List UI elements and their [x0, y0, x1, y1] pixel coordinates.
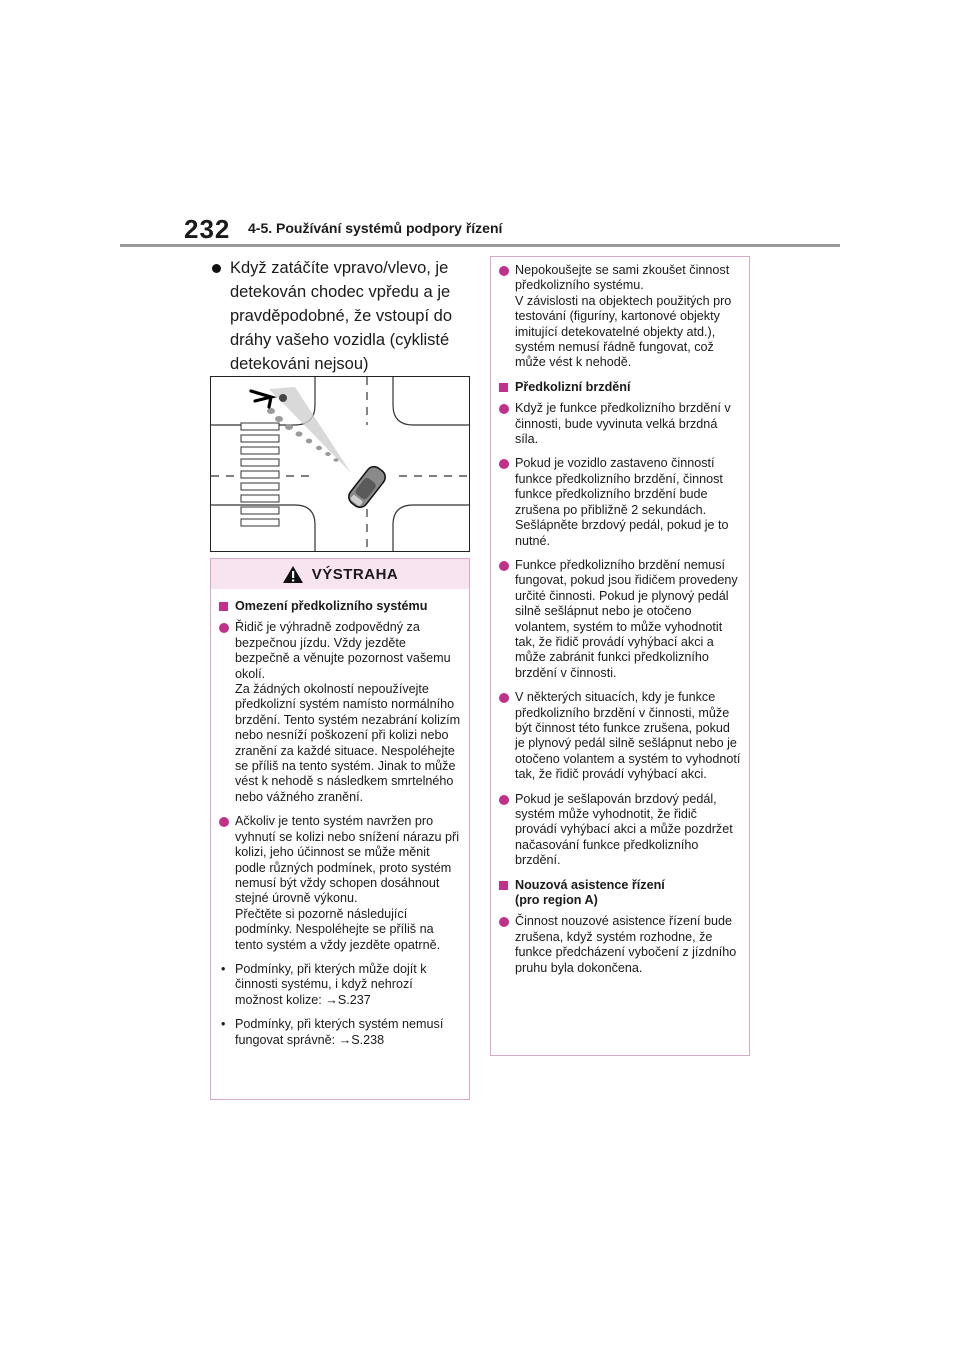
right-heading: [499, 380, 741, 395]
warning-box: [210, 558, 470, 1100]
round-bullet-icon: [499, 266, 509, 276]
section-title: 4-5. Používání systémů podpory řízení: [248, 220, 503, 236]
intersection-illustration: [210, 376, 470, 552]
warning-triangle-icon: [282, 565, 304, 584]
right-bullet: [499, 914, 741, 976]
square-bullet-icon: [499, 383, 508, 392]
warning-subitem: [219, 1017, 461, 1048]
warning-bullet-text: Přečtěte si pozorně následující podmínky. Nespoléhejte se příliš na tento systém a vždy jezděte opatrně.: [235, 906, 441, 952]
right-bullet: [499, 558, 741, 681]
right-bullet-text: V některých situacích, kdy je funkce předkolizního brzdění v činnosti, může být činnost této funkce zrušena, pokud je plynový pedál silně sešlápnut nebo je otočeno volantem a systém to vyhodnotí tak, že řidič provádí vyhýbací akci.: [515, 690, 741, 782]
right-bullet-text: Pokud je sešlapován brzdový pedál, systém může vyhodnotit, že řidič provádí vyhýbací akci a může pozdržet načasování funkce předkolizního brzdění.: [515, 791, 733, 868]
round-bullet-icon: [499, 795, 509, 805]
right-heading-text: Nouzová asistence řízení (pro region A): [515, 877, 665, 908]
header-divider: [120, 244, 840, 247]
right-bullet: [499, 456, 741, 548]
right-heading: [499, 878, 741, 909]
intro-bullet: [212, 256, 474, 376]
warning-bullet-text: Řidič je výhradně zodpovědný za bezpečnou jízdu. Vždy jezděte bezpečně a věnujte pozornost vašemu okolí.: [235, 620, 451, 681]
right-bullet: [499, 792, 741, 869]
intro-text: Když zatáčíte vpravo/vlevo, je detekován chodec vpředu a je pravděpodobné, že vstoupí do dráhy vašeho vozidla (cyklisté detekováni nejsou): [230, 259, 453, 373]
round-bullet-icon: [499, 917, 509, 927]
square-bullet-icon: [219, 602, 228, 611]
round-bullet-icon: [499, 404, 509, 414]
warning-heading: [219, 599, 461, 614]
round-bullet-icon: [499, 561, 509, 571]
warning-bullet: [219, 620, 461, 805]
right-bullet-text: Pokud je vozidlo zastaveno činností funkce předkolizního brzdění, činnost funkce předkolizního brzdění bude zrušena po přibližně 2 sekundách. Sešlápněte brzdový pedál, pokud je to nutné.: [515, 456, 729, 548]
page-number: 232: [184, 214, 231, 244]
right-bullet-text: Když je funkce předkolizního brzdění v činnosti, bude vyvinuta velká brzdná síla.: [515, 401, 731, 447]
right-bullet-text: Činnost nouzové asistence řízení bude zrušena, když systém rozhodne, že funkce předcházení vybočení z jízdního pruhu byla dokončena.: [515, 914, 737, 975]
small-dot-icon: •: [221, 1017, 226, 1032]
warning-heading-text: Omezení předkolizního systému: [235, 599, 428, 613]
right-bullet: [499, 263, 741, 371]
warning-bullet: [219, 814, 461, 953]
right-bullet: [499, 401, 741, 447]
bullet-dot-icon: [212, 264, 221, 273]
right-heading-text: Předkolizní brzdění: [515, 379, 631, 394]
right-bullet-text: Nepokoušejte se sami zkoušet činnost předkolizního systému. V závislosti na objektech použitých pro testování (figuríny, kartonové objekty imitující detekovatelné objekty atd.), systém nemusí řádně fungovat, což může vést k nehodě.: [515, 263, 732, 370]
round-bullet-icon: [499, 693, 509, 703]
warning-header: [211, 559, 469, 589]
warning-continued-box: [490, 256, 750, 1056]
round-bullet-icon: [219, 817, 229, 827]
warning-title: VÝSTRAHA: [311, 565, 399, 583]
warning-bullet-text: Za žádných okolností nepoužívejte předkolizní systém namísto normálního brzdění. Tento systém nezabrání kolizím nebo nesníží poškození při kolizi nebo zranění za každé situace. Nespoléhejte se příliš na tento systém. Jinak to může vést k nehodě s následkem smrtelného nebo vážného zranění.: [235, 682, 461, 804]
right-bullet: [499, 690, 741, 782]
intersection-diagram: [211, 377, 469, 551]
right-bullet-text: Funkce předkolizního brzdění nemusí fungovat, pokud jsou řidičem provedeny určité činnosti. Pokud je plynový pedál silně sešlápnut nebo je otočeno volantem, systém to může vyhodnotit tak, že řidič provádí vyhýbací akci a může zabránit funkci předkolizního brzdění v činnosti.: [515, 557, 738, 680]
square-bullet-icon: [499, 881, 508, 890]
small-dot-icon: •: [221, 961, 226, 976]
warning-subitem: [219, 962, 461, 1008]
round-bullet-icon: [219, 623, 229, 633]
warning-subitem-text: Podmínky, při kterých může dojít k činnosti systému, i když nehrozí možnost kolize: →S.237: [235, 961, 427, 1007]
warning-subitem-text: Podmínky, při kterých systém nemusí fungovat správně: →S.238: [235, 1017, 444, 1047]
round-bullet-icon: [499, 459, 509, 469]
warning-bullet-text: Ačkoliv je tento systém navržen pro vyhnutí se kolizi nebo snížení nárazu při kolizi, jeho účinnost se může měnit podle různých podmínek, proto systém nemusí být vždy schopen dosáhnout stejné úrovně výkonu.: [235, 814, 460, 906]
